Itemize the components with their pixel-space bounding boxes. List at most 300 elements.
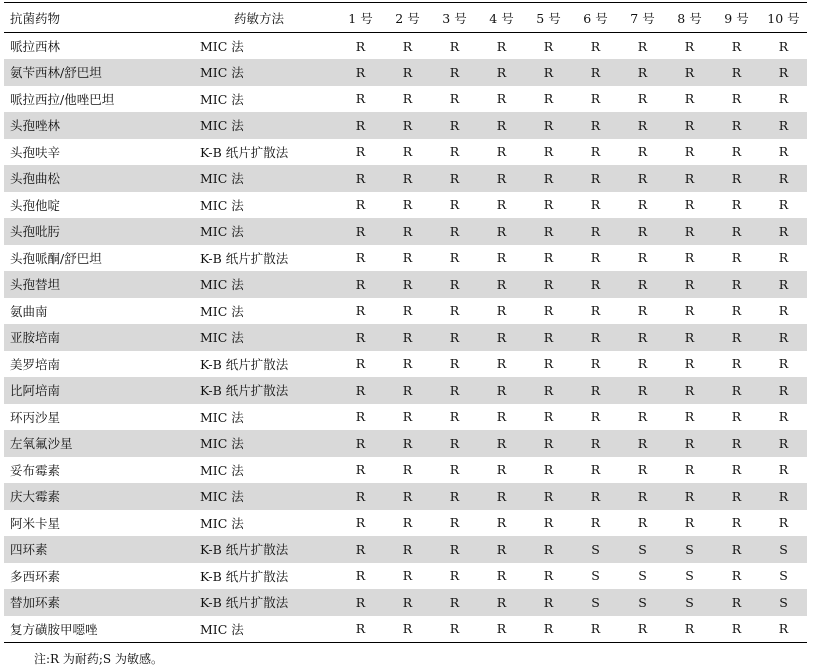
result-cell-isolate-9: R: [731, 435, 742, 451]
result-cell-isolate-10: S: [779, 594, 788, 610]
result-cell-isolate-6: R: [590, 409, 601, 425]
drug-name-cell: 多西环素: [10, 568, 61, 584]
result-cell-isolate-6: R: [590, 223, 601, 239]
result-cell-isolate-10: R: [778, 488, 789, 504]
result-cell-isolate-9: R: [731, 170, 742, 186]
result-cell-isolate-9: R: [731, 541, 742, 557]
result-cell-isolate-10: R: [778, 382, 789, 398]
result-cell-isolate-1: R: [355, 144, 366, 160]
table-row: [4, 33, 807, 60]
result-cell-isolate-7: R: [637, 250, 648, 266]
result-cell-isolate-5: R: [543, 488, 554, 504]
result-cell-isolate-3: R: [449, 594, 460, 610]
result-cell-isolate-7: R: [637, 64, 648, 80]
result-cell-isolate-2: R: [402, 462, 413, 478]
result-cell-isolate-1: R: [355, 303, 366, 319]
result-cell-isolate-9: R: [731, 356, 742, 372]
result-cell-isolate-10: R: [778, 117, 789, 133]
result-cell-isolate-10: R: [778, 91, 789, 107]
result-cell-isolate-3: R: [449, 568, 460, 584]
result-cell-isolate-10: R: [778, 144, 789, 160]
result-cell-isolate-4: R: [496, 303, 507, 319]
result-cell-isolate-9: R: [731, 117, 742, 133]
result-cell-isolate-4: R: [496, 435, 507, 451]
result-cell-isolate-2: R: [402, 356, 413, 372]
header-isolate-1: 1 号: [348, 10, 373, 26]
result-cell-isolate-2: R: [402, 303, 413, 319]
drug-name-cell: 头孢呋辛: [10, 144, 61, 160]
result-cell-isolate-10: R: [778, 409, 789, 425]
table-row: [4, 139, 807, 166]
result-cell-isolate-6: R: [590, 303, 601, 319]
result-cell-isolate-10: S: [779, 568, 788, 584]
result-cell-isolate-10: R: [778, 435, 789, 451]
result-cell-isolate-6: R: [590, 356, 601, 372]
drug-name-cell: 哌拉西林: [10, 39, 61, 54]
result-cell-isolate-4: R: [496, 170, 507, 186]
result-cell-isolate-6: R: [590, 462, 601, 478]
result-cell-isolate-9: R: [731, 197, 742, 213]
result-cell-isolate-3: R: [449, 64, 460, 80]
result-cell-isolate-3: R: [449, 276, 460, 292]
result-cell-isolate-3: R: [449, 356, 460, 372]
drug-name-cell: 氨曲南: [10, 303, 48, 319]
result-cell-isolate-2: R: [402, 197, 413, 213]
drug-name-cell: 头孢唑林: [10, 118, 61, 134]
header-isolate-4: 4 号: [489, 10, 514, 26]
result-cell-isolate-2: R: [402, 541, 413, 557]
result-cell-isolate-10: R: [778, 197, 789, 213]
result-cell-isolate-2: R: [402, 276, 413, 292]
result-cell-isolate-7: S: [638, 541, 647, 557]
method-cell: K-B 纸片扩散法: [200, 356, 289, 372]
result-cell-isolate-5: R: [543, 250, 554, 266]
result-cell-isolate-2: R: [402, 488, 413, 504]
result-cell-isolate-4: R: [496, 144, 507, 160]
result-cell-isolate-8: R: [684, 462, 695, 478]
result-cell-isolate-9: R: [731, 621, 742, 636]
header-isolate-8: 8 号: [677, 10, 702, 26]
result-cell-isolate-1: R: [355, 462, 366, 478]
result-cell-isolate-7: R: [637, 223, 648, 239]
result-cell-isolate-2: R: [402, 117, 413, 133]
result-cell-isolate-1: R: [355, 64, 366, 80]
method-cell: K-B 纸片扩散法: [200, 144, 289, 160]
result-cell-isolate-1: R: [355, 197, 366, 213]
result-cell-isolate-9: R: [731, 91, 742, 107]
table-row: [4, 324, 807, 351]
result-cell-isolate-10: R: [778, 38, 789, 54]
result-cell-isolate-9: R: [731, 276, 742, 292]
result-cell-isolate-5: R: [543, 594, 554, 610]
result-cell-isolate-3: R: [449, 515, 460, 531]
result-cell-isolate-6: R: [590, 329, 601, 345]
table-row: [4, 616, 807, 643]
method-cell: MIC 法: [200, 462, 244, 478]
drug-name-cell: 左氧氟沙星: [10, 436, 73, 452]
result-cell-isolate-8: S: [685, 568, 694, 584]
header-method: 药敏方法: [234, 10, 285, 26]
result-cell-isolate-9: R: [731, 303, 742, 319]
header-isolate-3: 3 号: [442, 10, 467, 26]
method-cell: MIC 法: [200, 91, 244, 107]
result-cell-isolate-5: R: [543, 382, 554, 398]
table-row: [4, 59, 807, 86]
result-cell-isolate-4: R: [496, 64, 507, 80]
result-cell-isolate-6: R: [590, 621, 601, 636]
result-cell-isolate-7: R: [637, 329, 648, 345]
drug-name-cell: 四环素: [10, 542, 48, 558]
result-cell-isolate-5: R: [543, 435, 554, 451]
header-isolate-7: 7 号: [630, 10, 655, 26]
result-cell-isolate-6: R: [590, 91, 601, 107]
susceptibility-table: [4, 2, 807, 643]
result-cell-isolate-10: R: [778, 303, 789, 319]
result-cell-isolate-3: R: [449, 223, 460, 239]
drug-name-cell: 亚胺培南: [10, 330, 61, 346]
table-row: [4, 245, 807, 272]
result-cell-isolate-1: R: [355, 117, 366, 133]
result-cell-isolate-2: R: [402, 144, 413, 160]
result-cell-isolate-9: R: [731, 568, 742, 584]
result-cell-isolate-9: R: [731, 223, 742, 239]
table-row: [4, 298, 807, 325]
result-cell-isolate-1: R: [355, 250, 366, 266]
table-row: [4, 377, 807, 404]
result-cell-isolate-3: R: [449, 170, 460, 186]
method-cell: MIC 法: [200, 171, 244, 187]
result-cell-isolate-4: R: [496, 409, 507, 425]
result-cell-isolate-4: R: [496, 223, 507, 239]
result-cell-isolate-1: R: [355, 170, 366, 186]
header-isolate-10: 10 号: [767, 10, 800, 26]
result-cell-isolate-2: R: [402, 594, 413, 610]
result-cell-isolate-8: S: [685, 594, 694, 610]
result-cell-isolate-9: R: [731, 250, 742, 266]
result-cell-isolate-6: S: [591, 594, 600, 610]
result-cell-isolate-10: R: [778, 250, 789, 266]
header-drug: 抗菌药物: [10, 10, 61, 26]
result-cell-isolate-6: R: [590, 144, 601, 160]
result-cell-isolate-6: R: [590, 64, 601, 80]
result-cell-isolate-4: R: [496, 541, 507, 557]
result-cell-isolate-10: R: [778, 223, 789, 239]
header-isolate-6: 6 号: [583, 10, 608, 26]
result-cell-isolate-4: R: [496, 329, 507, 345]
header-isolate-2: 2 号: [395, 10, 420, 26]
result-cell-isolate-4: R: [496, 117, 507, 133]
result-cell-isolate-8: R: [684, 170, 695, 186]
result-cell-isolate-1: R: [355, 276, 366, 292]
result-cell-isolate-3: R: [449, 329, 460, 345]
result-cell-isolate-10: R: [778, 170, 789, 186]
result-cell-isolate-5: R: [543, 329, 554, 345]
result-cell-isolate-3: R: [449, 117, 460, 133]
result-cell-isolate-6: R: [590, 197, 601, 213]
result-cell-isolate-7: R: [637, 621, 648, 636]
method-cell: K-B 纸片扩散法: [200, 568, 289, 584]
result-cell-isolate-1: R: [355, 594, 366, 610]
result-cell-isolate-7: R: [637, 303, 648, 319]
table-row: [4, 86, 807, 113]
result-cell-isolate-3: R: [449, 38, 460, 54]
result-cell-isolate-3: R: [449, 541, 460, 557]
table-row: [4, 563, 807, 590]
table-row: [4, 589, 807, 616]
table-header-row: [4, 3, 807, 33]
table-row: [4, 457, 807, 484]
result-cell-isolate-10: R: [778, 276, 789, 292]
result-cell-isolate-6: R: [590, 250, 601, 266]
result-cell-isolate-3: R: [449, 197, 460, 213]
result-cell-isolate-2: R: [402, 568, 413, 584]
method-cell: K-B 纸片扩散法: [200, 383, 289, 399]
result-cell-isolate-10: R: [778, 356, 789, 372]
method-cell: MIC 法: [200, 489, 244, 505]
method-cell: MIC 法: [200, 515, 244, 531]
header-isolate-9: 9 号: [724, 10, 749, 26]
result-cell-isolate-1: R: [355, 435, 366, 451]
result-cell-isolate-7: R: [637, 91, 648, 107]
drug-name-cell: 头孢吡肟: [10, 224, 61, 240]
susceptibility-table-container: [4, 2, 807, 643]
result-cell-isolate-8: R: [684, 276, 695, 292]
method-cell: MIC 法: [200, 303, 244, 319]
result-cell-isolate-10: R: [778, 621, 789, 636]
result-cell-isolate-9: R: [731, 329, 742, 345]
result-cell-isolate-2: R: [402, 170, 413, 186]
result-cell-isolate-5: R: [543, 223, 554, 239]
result-cell-isolate-8: R: [684, 117, 695, 133]
method-cell: MIC 法: [200, 277, 244, 293]
result-cell-isolate-6: R: [590, 382, 601, 398]
result-cell-isolate-8: R: [684, 356, 695, 372]
result-cell-isolate-7: R: [637, 170, 648, 186]
table-row: [4, 404, 807, 431]
result-cell-isolate-6: R: [590, 435, 601, 451]
result-cell-isolate-2: R: [402, 409, 413, 425]
method-cell: K-B 纸片扩散法: [200, 542, 289, 558]
method-cell: MIC 法: [200, 224, 244, 240]
result-cell-isolate-3: R: [449, 144, 460, 160]
result-cell-isolate-8: R: [684, 382, 695, 398]
result-cell-isolate-8: R: [684, 621, 695, 636]
result-cell-isolate-4: R: [496, 197, 507, 213]
result-cell-isolate-5: R: [543, 568, 554, 584]
result-cell-isolate-3: R: [449, 382, 460, 398]
drug-name-cell: 比阿培南: [10, 383, 61, 399]
drug-name-cell: 妥布霉素: [10, 462, 61, 478]
result-cell-isolate-5: R: [543, 197, 554, 213]
result-cell-isolate-2: R: [402, 621, 413, 636]
result-cell-isolate-8: R: [684, 223, 695, 239]
result-cell-isolate-8: R: [684, 409, 695, 425]
result-cell-isolate-1: R: [355, 409, 366, 425]
result-cell-isolate-6: R: [590, 276, 601, 292]
result-cell-isolate-5: R: [543, 303, 554, 319]
result-cell-isolate-3: R: [449, 91, 460, 107]
table-row: [4, 351, 807, 378]
result-cell-isolate-9: R: [731, 38, 742, 54]
result-cell-isolate-8: R: [684, 91, 695, 107]
drug-name-cell: 复方磺胺甲噁唑: [10, 621, 98, 637]
result-cell-isolate-5: R: [543, 276, 554, 292]
result-cell-isolate-1: R: [355, 621, 366, 636]
method-cell: MIC 法: [200, 118, 244, 134]
result-cell-isolate-5: R: [543, 621, 554, 636]
result-cell-isolate-10: R: [778, 329, 789, 345]
result-cell-isolate-7: R: [637, 462, 648, 478]
result-cell-isolate-10: R: [778, 64, 789, 80]
drug-name-cell: 阿米卡星: [10, 515, 61, 531]
result-cell-isolate-5: R: [543, 170, 554, 186]
drug-name-cell: 头孢他啶: [10, 197, 61, 213]
result-cell-isolate-1: R: [355, 38, 366, 54]
result-cell-isolate-8: R: [684, 197, 695, 213]
method-cell: MIC 法: [200, 65, 244, 81]
result-cell-isolate-6: R: [590, 515, 601, 531]
result-cell-isolate-2: R: [402, 382, 413, 398]
result-cell-isolate-1: R: [355, 568, 366, 584]
drug-name-cell: 美罗培南: [10, 356, 61, 372]
result-cell-isolate-1: R: [355, 541, 366, 557]
result-cell-isolate-1: R: [355, 515, 366, 531]
result-cell-isolate-8: R: [684, 488, 695, 504]
result-cell-isolate-2: R: [402, 515, 413, 531]
result-cell-isolate-2: R: [402, 38, 413, 54]
result-cell-isolate-4: R: [496, 568, 507, 584]
result-cell-isolate-6: R: [590, 38, 601, 54]
drug-name-cell: 头孢哌酮/舒巴坦: [10, 250, 102, 266]
result-cell-isolate-3: R: [449, 462, 460, 478]
method-cell: MIC 法: [200, 409, 244, 425]
result-cell-isolate-3: R: [449, 409, 460, 425]
result-cell-isolate-2: R: [402, 91, 413, 107]
table-row: [4, 112, 807, 139]
result-cell-isolate-8: R: [684, 329, 695, 345]
drug-name-cell: 哌拉西拉/他唑巴坦: [10, 91, 115, 107]
result-cell-isolate-7: R: [637, 515, 648, 531]
result-cell-isolate-4: R: [496, 276, 507, 292]
table-row: [4, 165, 807, 192]
result-cell-isolate-1: R: [355, 223, 366, 239]
result-cell-isolate-7: R: [637, 144, 648, 160]
result-cell-isolate-4: R: [496, 515, 507, 531]
result-cell-isolate-7: R: [637, 409, 648, 425]
result-cell-isolate-4: R: [496, 250, 507, 266]
table-row: [4, 271, 807, 298]
drug-name-cell: 庆大霉素: [10, 489, 61, 505]
method-cell: K-B 纸片扩散法: [200, 250, 289, 266]
result-cell-isolate-4: R: [496, 356, 507, 372]
result-cell-isolate-7: S: [638, 568, 647, 584]
result-cell-isolate-8: R: [684, 64, 695, 80]
result-cell-isolate-5: R: [543, 91, 554, 107]
result-cell-isolate-7: R: [637, 488, 648, 504]
result-cell-isolate-8: R: [684, 38, 695, 54]
result-cell-isolate-9: R: [731, 462, 742, 478]
result-cell-isolate-5: R: [543, 64, 554, 80]
result-cell-isolate-9: R: [731, 515, 742, 531]
drug-name-cell: 头孢曲松: [10, 171, 61, 187]
result-cell-isolate-7: R: [637, 435, 648, 451]
method-cell: MIC 法: [200, 436, 244, 452]
result-cell-isolate-6: R: [590, 117, 601, 133]
result-cell-isolate-10: R: [778, 462, 789, 478]
table-row: [4, 510, 807, 537]
result-cell-isolate-9: R: [731, 144, 742, 160]
result-cell-isolate-1: R: [355, 356, 366, 372]
result-cell-isolate-3: R: [449, 488, 460, 504]
result-cell-isolate-3: R: [449, 621, 460, 636]
header-isolate-5: 5 号: [536, 10, 561, 26]
result-cell-isolate-9: R: [731, 382, 742, 398]
result-cell-isolate-9: R: [731, 409, 742, 425]
result-cell-isolate-7: R: [637, 382, 648, 398]
result-cell-isolate-7: R: [637, 356, 648, 372]
method-cell: MIC 法: [200, 621, 244, 637]
result-cell-isolate-7: R: [637, 117, 648, 133]
table-row: [4, 218, 807, 245]
result-cell-isolate-7: S: [638, 594, 647, 610]
table-row: [4, 536, 807, 563]
result-cell-isolate-7: R: [637, 197, 648, 213]
result-cell-isolate-5: R: [543, 356, 554, 372]
result-cell-isolate-3: R: [449, 250, 460, 266]
drug-name-cell: 氨苄西林/舒巴坦: [10, 65, 102, 81]
result-cell-isolate-5: R: [543, 409, 554, 425]
result-cell-isolate-8: R: [684, 250, 695, 266]
table-row: [4, 430, 807, 457]
result-cell-isolate-10: S: [779, 541, 788, 557]
result-cell-isolate-2: R: [402, 329, 413, 345]
table-row: [4, 483, 807, 510]
result-cell-isolate-5: R: [543, 144, 554, 160]
result-cell-isolate-8: R: [684, 515, 695, 531]
result-cell-isolate-4: R: [496, 594, 507, 610]
result-cell-isolate-5: R: [543, 515, 554, 531]
result-cell-isolate-5: R: [543, 117, 554, 133]
result-cell-isolate-4: R: [496, 91, 507, 107]
result-cell-isolate-6: S: [591, 541, 600, 557]
method-cell: MIC 法: [200, 330, 244, 346]
drug-name-cell: 替加环素: [10, 595, 61, 611]
result-cell-isolate-10: R: [778, 515, 789, 531]
result-cell-isolate-2: R: [402, 435, 413, 451]
drug-name-cell: 环丙沙星: [10, 409, 61, 425]
result-cell-isolate-8: S: [685, 541, 694, 557]
result-cell-isolate-8: R: [684, 303, 695, 319]
table-body: [4, 33, 807, 643]
result-cell-isolate-9: R: [731, 488, 742, 504]
result-cell-isolate-1: R: [355, 91, 366, 107]
result-cell-isolate-2: R: [402, 250, 413, 266]
result-cell-isolate-6: R: [590, 488, 601, 504]
result-cell-isolate-4: R: [496, 488, 507, 504]
method-cell: MIC 法: [200, 39, 244, 54]
result-cell-isolate-4: R: [496, 621, 507, 636]
table-footnote: 注:R 为耐药;S 为敏感。: [34, 652, 163, 666]
result-cell-isolate-9: R: [731, 594, 742, 610]
result-cell-isolate-3: R: [449, 303, 460, 319]
result-cell-isolate-1: R: [355, 488, 366, 504]
result-cell-isolate-4: R: [496, 38, 507, 54]
result-cell-isolate-7: R: [637, 276, 648, 292]
method-cell: MIC 法: [200, 197, 244, 213]
result-cell-isolate-6: S: [591, 568, 600, 584]
result-cell-isolate-1: R: [355, 382, 366, 398]
result-cell-isolate-2: R: [402, 64, 413, 80]
